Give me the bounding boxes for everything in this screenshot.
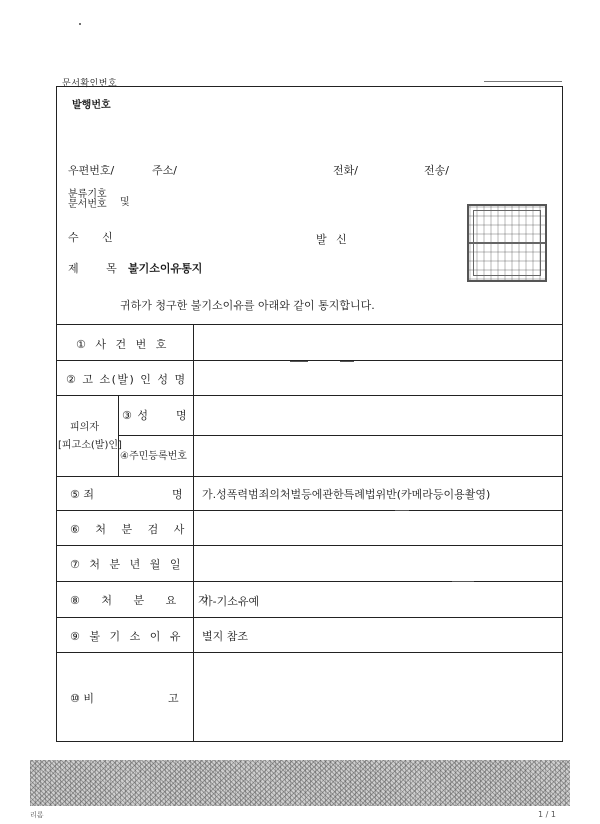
remarks-label-suffix: 고 [168, 692, 179, 705]
classification-label-and: 및 [120, 197, 130, 208]
sender-label: 발 신 [316, 233, 350, 246]
scan-mark [395, 510, 409, 511]
official-seal-icon [467, 204, 547, 282]
scan-mark [340, 361, 354, 362]
redacted-area [30, 760, 570, 806]
address-label: 주소/ [152, 164, 177, 177]
seal-divider [469, 242, 545, 244]
issue-number-label: 발행번호 [72, 100, 111, 111]
charge-label: ⑤ 죄 [70, 488, 94, 501]
prosecutor-label: ⑥ 처 분 검 사 [70, 523, 191, 536]
scan-mark [290, 361, 308, 362]
remarks-label: ⑩ 비 [70, 692, 94, 705]
row-border [56, 581, 563, 582]
recipient-label: 수 신 [68, 231, 123, 244]
resident-number-label: ④주민등록번호 [120, 451, 187, 462]
footer-left-text: 리롬 [30, 811, 44, 819]
disposition-date-label: ⑦ 처 분 년 월 일 [70, 558, 184, 571]
fax-label: 전송/ [424, 164, 449, 177]
intro-text: 귀하가 청구한 불기소이유를 아래와 같이 통지합니다. [120, 299, 375, 312]
subject-value: 불기소이유통지 [128, 262, 203, 275]
charge-value: 가.성폭력범죄의처벌등에관한특례법위반(카메라등이용촬영) [202, 488, 491, 501]
speck [79, 23, 81, 25]
non-prosecution-reason-value: 별지 참조 [202, 630, 249, 643]
subject-label: 제 목 [68, 262, 129, 275]
suspect-name-label-start: ③ 성 [122, 409, 149, 422]
suspect-group-label-bottom: [피고소(발)인] [58, 440, 122, 451]
row-border [56, 652, 563, 653]
suspect-group-label-top: 피의자 [70, 422, 99, 433]
row-border [56, 395, 563, 396]
label-column-divider [193, 324, 194, 742]
row-border [56, 617, 563, 618]
classification-label-bottom: 문서번호 [68, 199, 107, 210]
complainant-name-label: ② 고 소(발) 인 성 명 [66, 373, 187, 386]
table-top-border [56, 324, 563, 325]
case-number-label: ① 사 건 번 호 [76, 338, 170, 351]
phone-label: 전화/ [333, 164, 358, 177]
charge-label-suffix: 명 [172, 488, 183, 501]
row-border [56, 510, 563, 511]
postal-code-label: 우편번호/ [68, 164, 115, 177]
row-border [56, 360, 563, 361]
row-border [56, 476, 563, 477]
suspect-name-label-end: 명 [176, 409, 187, 422]
classification-label-top: 분류기호 [68, 189, 107, 200]
scan-mark [452, 581, 474, 582]
page-indicator: 1 / 1 [538, 810, 556, 819]
non-prosecution-reason-label: ⑨ 불 기 소 이 유 [70, 630, 184, 643]
row-border [118, 435, 563, 436]
top-rule [484, 81, 562, 82]
row-border [56, 545, 563, 546]
disposition-summary-label: ⑧ 처 분 요 지 [70, 594, 218, 607]
disposition-summary-value: 가-기소유예 [202, 595, 260, 608]
document-number-label: 문서확인번호 [62, 79, 118, 89]
